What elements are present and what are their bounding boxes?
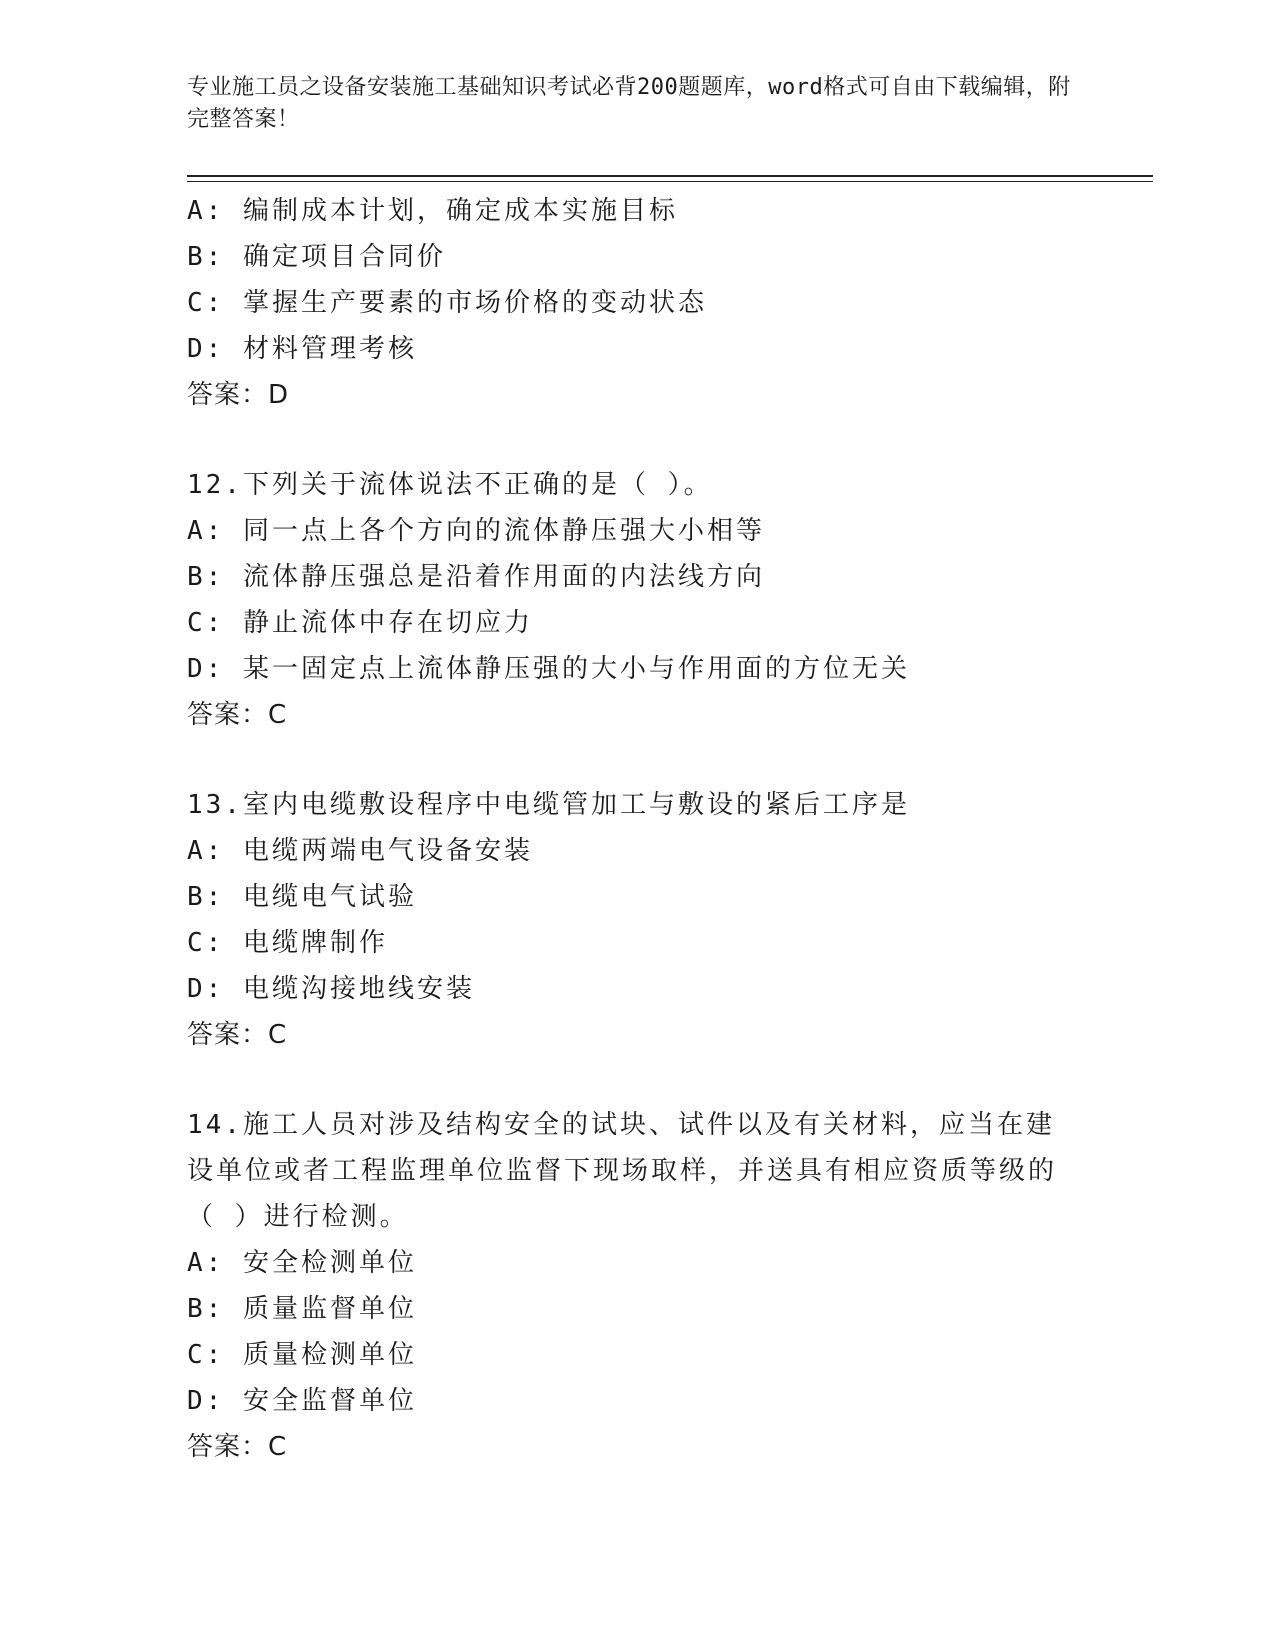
answer-line: 答案：C: [187, 700, 288, 730]
option-c: C: 电缆牌制作: [187, 928, 388, 958]
option-c: C: 静止流体中存在切应力: [187, 608, 533, 638]
answer-line: 答案：C: [187, 1020, 288, 1050]
question-block-13: [187, 782, 1087, 1058]
question-block-14: [187, 1102, 1087, 1470]
question-text: 13.室内电缆敷设程序中电缆管加工与敷设的紧后工序是: [187, 790, 910, 820]
option-a: A: 安全检测单位: [187, 1248, 417, 1278]
option-c: C: 掌握生产要素的市场价格的变动状态: [187, 288, 707, 318]
question-text: 14.施工人员对涉及结构安全的试块、试件以及有关材料，应当在建设单位或者工程监理单位监督下现场取样，并送具有相应资质等级的（ ）进行检测。: [187, 1110, 1058, 1232]
question-list: [187, 188, 1087, 1470]
question-text: 12.下列关于流体说法不正确的是（ ）。: [187, 470, 713, 500]
document-header: 专业施工员之设备安装施工基础知识考试必背200题题库，word格式可自由下载编辑，附完整答案！: [187, 75, 1071, 132]
option-b: B: 质量监督单位: [187, 1294, 417, 1324]
answer-line: 答案：D: [187, 380, 290, 410]
header-rule-thick: [187, 175, 1153, 177]
option-b: B: 确定项目合同价: [187, 242, 446, 272]
option-d: D: 电缆沟接地线安装: [187, 974, 475, 1004]
option-d: D: 某一固定点上流体静压强的大小与作用面的方位无关: [187, 654, 910, 684]
question-block-11: [187, 188, 1087, 418]
option-a: A: 同一点上各个方向的流体静压强大小相等: [187, 516, 765, 546]
option-a: A: 编制成本计划，确定成本实施目标: [187, 196, 678, 226]
option-c: C: 质量检测单位: [187, 1340, 417, 1370]
option-b: B: 电缆电气试验: [187, 882, 417, 912]
option-d: D: 安全监督单位: [187, 1386, 417, 1416]
answer-line: 答案：C: [187, 1432, 288, 1462]
header-rule-thin: [187, 181, 1153, 182]
question-block-12: [187, 462, 1087, 738]
option-a: A: 电缆两端电气设备安装: [187, 836, 533, 866]
option-d: D: 材料管理考核: [187, 334, 417, 364]
option-b: B: 流体静压强总是沿着作用面的内法线方向: [187, 562, 765, 592]
